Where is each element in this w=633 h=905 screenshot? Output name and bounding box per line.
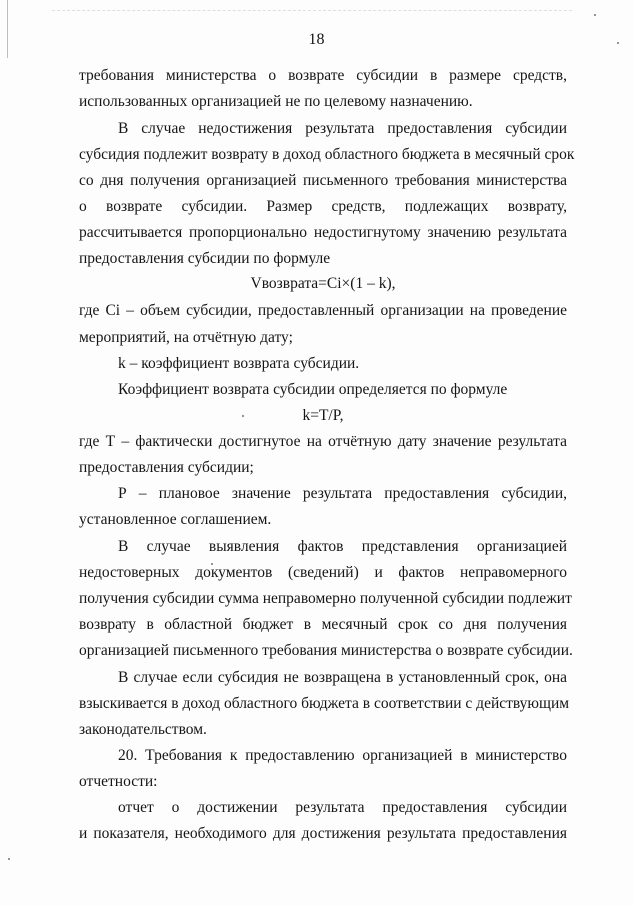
definition-line: Р – плановое значение результата предоставления субсидии, [118,485,567,502]
return-amount-formula: Vвозврата=Ci×(1 – k), [250,275,396,292]
coefficient-formula: k=T/P, [302,407,344,424]
text-line: законодательством. [79,721,207,738]
text-line: предоставления субсидии по формуле [79,250,331,267]
text-line: о возврате субсидии. Размер средств, подлежащих возврату, [79,198,567,215]
text-line: организацией письменного требования министерства о возврате субсидии. [79,642,573,659]
text-line: возврату в областной бюджет в месячный срок со дня получения [79,616,567,633]
text-line: недостоверных документов (сведений) и фактов неправомерного [79,564,567,581]
text-line: отчетности: [79,773,158,790]
scan-edge-left [7,0,8,58]
text-line: требования министерства о возврате субсидии в размере средств, [79,67,567,84]
text-line: получения субсидии сумма неправомерно полученной субсидии подлежит [79,590,572,607]
paragraph-first-line: В случае недостижения результата предоставления субсидии [118,120,567,137]
text-line: со дня получения организацией письменного требования министерства [79,172,567,189]
text-line: взыскивается в доход областного бюджета в соответствии с действующим [79,695,570,712]
text-line: использованных организацией не по целевому назначению. [79,93,473,110]
definition-line: k – коэффициент возврата субсидии. [118,355,360,372]
scan-dot [8,858,10,860]
text-line: где Т – фактически достигнутое на отчётную дату значение результата [79,433,567,450]
text-line: где Ci – объем субсидии, предоставленный организации на проведение [79,302,567,319]
page-number: 18 [308,31,325,48]
text-line: и показателя, необходимого для достижения результата предоставления [79,825,567,842]
text-line: рассчитывается пропорционально недостигнутому значению результата [79,224,567,241]
paragraph-first-line: В случае выявления фактов представления организацией [118,538,567,555]
text-line: мероприятий, на отчётную дату; [79,329,293,346]
text-line: предоставления субсидии; [79,459,254,476]
section-heading-line: 20. Требования к предоставлению организацией в министерство [118,747,567,764]
paragraph-first-line: В случае если субсидия не возвращена в установленный срок, она [118,669,567,686]
paragraph-first-line: отчет о достижении результата предоставления субсидии [118,799,567,816]
text-line: установленное соглашением. [79,511,272,528]
text-line: субсидия подлежит возврату в доход областного бюджета в месячный срок [79,146,575,163]
scan-edge-top [52,10,572,12]
definition-line: Коэффициент возврата субсидии определяется по формуле [118,381,508,398]
scan-dot [594,14,596,16]
